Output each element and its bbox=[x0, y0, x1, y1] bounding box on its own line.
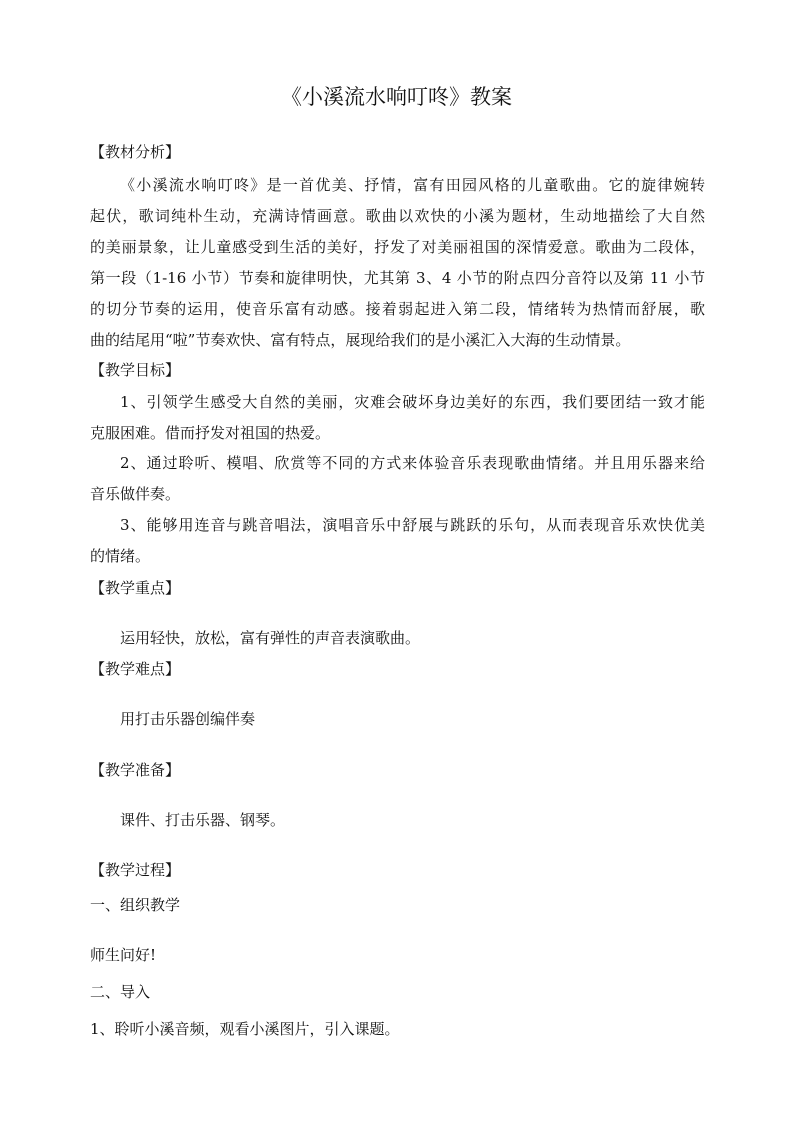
goal-line: 音乐做伴奏。 bbox=[90, 485, 181, 503]
section-heading-analysis: 【教材分析】 bbox=[90, 143, 181, 161]
analysis-line: 的切分节奏的运用，使音乐富有动感。接着弱起进入第二段，情绪转为热情而舒展，歌 bbox=[90, 300, 705, 318]
prep-text: 课件、打击乐器、钢琴。 bbox=[120, 811, 286, 829]
analysis-line: 《小溪流水响叮咚》是一首优美、抒情，富有田园风格的儿童歌曲。它的旋律婉转 bbox=[120, 176, 705, 194]
analysis-line: 的美丽景象，让儿童感受到生活的美好，抒发了对美丽祖国的深情爱意。歌曲为二段体， bbox=[90, 238, 705, 256]
goal-line: 1、引领学生感受大自然的美丽，灾难会破坏身边美好的东西，我们要团结一致才能 bbox=[120, 393, 705, 411]
key-point-text: 运用轻快，放松，富有弹性的声音表演歌曲。 bbox=[120, 629, 421, 647]
process-item-1: 1、聆听小溪音频，观看小溪图片，引入课题。 bbox=[90, 1020, 400, 1038]
section-heading-difficulty: 【教学难点】 bbox=[90, 660, 181, 678]
analysis-line: 曲的结尾用“啦”节奏欢快、富有特点，展现给我们的是小溪汇入大海的生动情景。 bbox=[90, 331, 631, 349]
process-step-2: 二、导入 bbox=[90, 983, 151, 1001]
document-title: 《小溪流水响叮咚》教案 bbox=[281, 85, 512, 109]
goal-line: 2、通过聆听、模唱、欣赏等不同的方式来体验音乐表现歌曲情绪。并且用乐器来给 bbox=[120, 454, 705, 472]
analysis-line: 第一段（1-16 小节）节奏和旋律明快，尤其第 3、4 小节的附点四分音符以及第 11 小节 bbox=[90, 269, 705, 287]
process-step-1: 一、组织教学 bbox=[90, 896, 181, 914]
goal-line: 克服困难。借而抒发对祖国的热爱。 bbox=[90, 424, 331, 442]
analysis-line: 起伏，歌词纯朴生动，充满诗情画意。歌曲以欢快的小溪为题材，生动地描绘了大自然 bbox=[90, 207, 705, 225]
goal-line: 的情绪。 bbox=[90, 547, 151, 565]
goal-line: 3、能够用连音与跳音唱法，演唱音乐中舒展与跳跃的乐句，从而表现音乐欢快优美 bbox=[120, 516, 705, 534]
section-heading-process: 【教学过程】 bbox=[90, 861, 181, 879]
process-greeting: 师生问好! bbox=[90, 946, 157, 964]
section-heading-key: 【教学重点】 bbox=[90, 579, 181, 597]
section-heading-goals: 【教学目标】 bbox=[90, 361, 181, 379]
difficulty-text: 用打击乐器创编伴奏 bbox=[120, 710, 256, 728]
section-heading-prep: 【教学准备】 bbox=[90, 761, 181, 779]
